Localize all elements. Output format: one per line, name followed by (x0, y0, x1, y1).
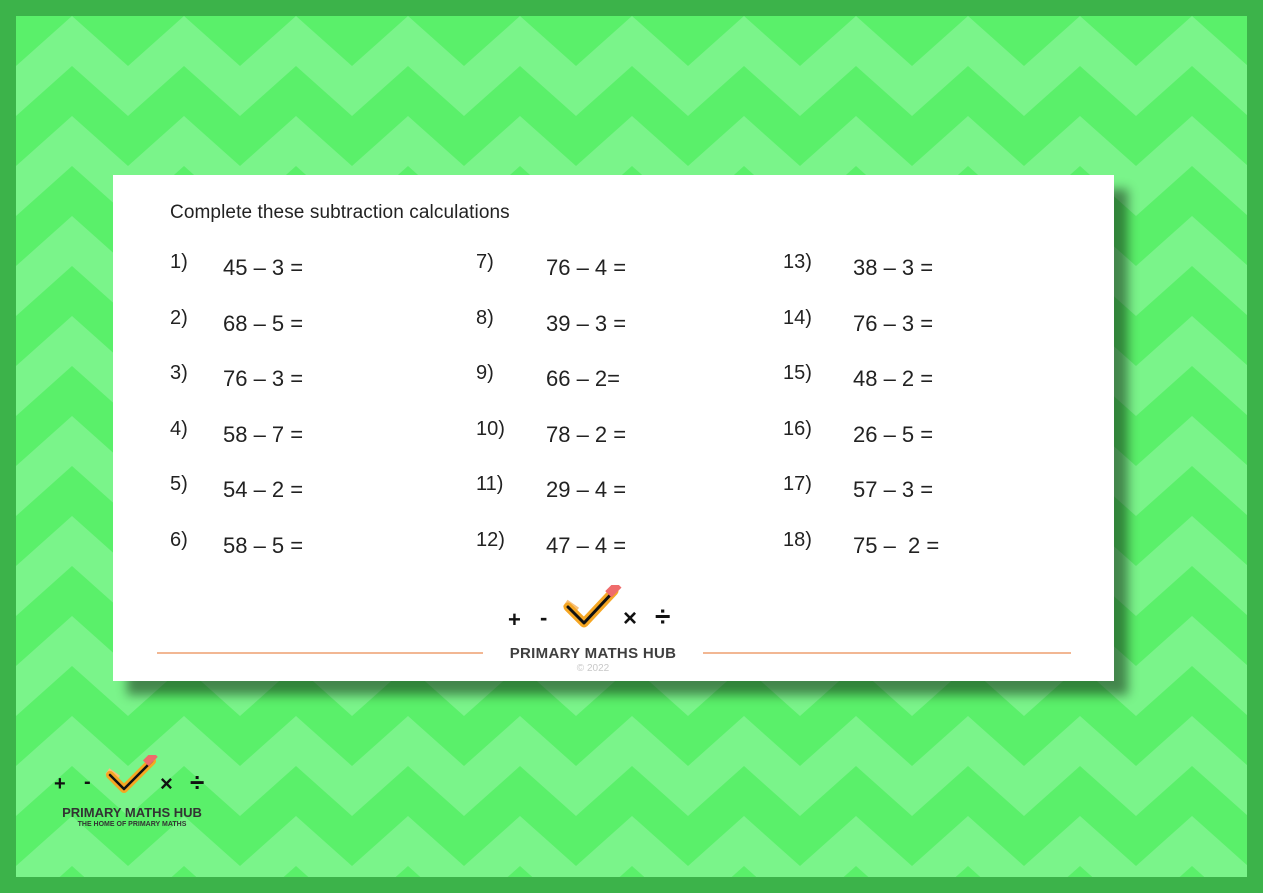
question-expression: 39 – 3 = (546, 310, 627, 336)
question-expression: 76 – 3 = (853, 310, 934, 336)
question-expression: 58 – 7 = (223, 421, 304, 447)
question-item (476, 306, 796, 341)
multiply-icon: × (623, 605, 638, 632)
question-item (170, 528, 490, 563)
question-item (476, 473, 796, 507)
question-item (783, 473, 1103, 507)
question-number: 7) (476, 251, 494, 273)
question-item (783, 306, 1103, 341)
question-item (170, 417, 490, 452)
question-expression: 47 – 4 = (546, 532, 627, 558)
question-expression: 26 – 5 = (853, 421, 934, 447)
question-number: 13) (783, 251, 812, 273)
question-number: 6) (170, 528, 188, 551)
green-background (16, 16, 1247, 877)
checkmark-pencil-icon (562, 585, 632, 635)
question-number: 5) (170, 473, 188, 495)
question-item (170, 362, 490, 396)
question-number: 8) (476, 306, 494, 329)
question-item (783, 528, 1103, 563)
question-number: 10) (476, 417, 505, 440)
plus-icon: + (54, 773, 66, 795)
question-item (783, 417, 1103, 452)
plus-icon: + (508, 607, 521, 632)
question-expression: 78 – 2 = (546, 421, 627, 447)
corner-tagline: THE HOME OF PRIMARY MATHS (77, 821, 187, 828)
question-number: 3) (170, 362, 188, 384)
minus-icon: - (84, 771, 91, 793)
question-expression: 38 – 3 = (853, 255, 934, 280)
chevron-stripe (16, 16, 1247, 116)
question-item (783, 251, 1103, 285)
question-item (476, 362, 796, 396)
question-number: 15) (783, 362, 812, 384)
question-expression: 57 – 3 = (853, 477, 934, 502)
question-number: 12) (476, 528, 505, 551)
question-number: 11) (476, 473, 504, 495)
corner-brand: PRIMARY MATHS HUB (62, 805, 202, 820)
question-expression: 75 – 2 = (853, 532, 940, 558)
question-item (783, 362, 1103, 396)
footer-brand: PRIMARY MATHS HUB (509, 645, 677, 662)
question-number: 2) (170, 306, 188, 329)
multiply-icon: × (160, 771, 173, 796)
worksheet-instruction: Complete these subtraction calculations (170, 202, 510, 223)
question-number: 4) (170, 417, 188, 440)
worksheet-card (113, 175, 1114, 681)
footer-rule-left (157, 652, 483, 654)
question-number: 14) (783, 306, 812, 329)
question-expression: 29 – 4 = (546, 477, 627, 502)
question-expression: 68 – 5 = (223, 310, 304, 336)
question-expression: 45 – 3 = (223, 255, 304, 280)
divide-icon: ÷ (190, 767, 205, 797)
question-item (476, 251, 796, 285)
question-expression: 76 – 4 = (546, 255, 627, 280)
corner-logo (46, 755, 218, 835)
question-number: 1) (170, 251, 188, 273)
question-expression: 48 – 2 = (853, 366, 934, 391)
question-number: 18) (783, 528, 812, 551)
footer-copyright: © 2022 (576, 663, 610, 674)
question-item (476, 528, 796, 563)
footer-rule-right (703, 652, 1071, 654)
divide-icon: ÷ (655, 601, 671, 632)
checkmark-pencil-icon (104, 755, 168, 801)
question-expression: 66 – 2= (546, 366, 621, 391)
question-expression: 54 – 2 = (223, 477, 304, 502)
question-number: 9) (476, 362, 494, 384)
question-number: 17) (783, 473, 812, 495)
minus-icon: - (540, 605, 548, 630)
footer-logo (498, 585, 688, 675)
question-expression: 76 – 3 = (223, 366, 304, 391)
question-item (170, 251, 490, 285)
question-number: 16) (783, 417, 812, 440)
question-expression: 58 – 5 = (223, 532, 304, 558)
question-item (476, 417, 796, 452)
question-item (170, 306, 490, 341)
